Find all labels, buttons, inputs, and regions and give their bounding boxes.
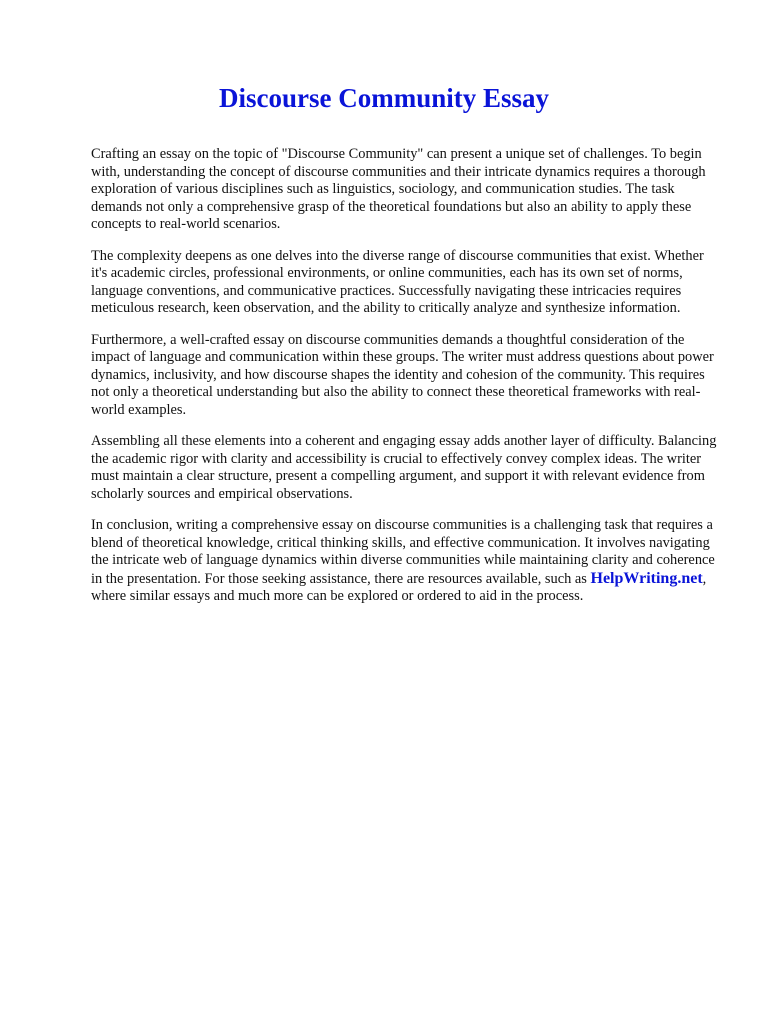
page-title: Discourse Community Essay: [218, 83, 549, 113]
paragraph-1: Crafting an essay on the topic of "Discourse Community" can present a unique set of challenges. To begin with, understanding the concept of discourse communities and their intricate dynamics requires a thorough exploration of various disciplines such as linguistics, sociology, and communication studies. The task demands not only a comprehensive grasp of the theoretical foundations but also an ability to apply these concepts to real-world scenarios.: [91, 146, 706, 233]
paragraph-3: Furthermore, a well-crafted essay on discourse communities demands a thoughtful consideration of the impact of language and communication within these groups. The writer must address questions about power dynamics, inclusivity, and how discourse shapes the identity and cohesion of the community. This requires not only a theoretical understanding but also the ability to connect these theoretical frameworks with real-world examples.: [91, 331, 714, 418]
helpwriting-link[interactable]: HelpWriting.net: [590, 569, 703, 587]
paragraph-conclusion: [91, 517, 721, 606]
paragraph-2: The complexity deepens as one delves into the diverse range of discourse communities that exist. Whether it's academic circles, professional environments, or online communities, each has its own set of norms, language conventions, and communicative practices. Successfully navigating these intricacies requires meticulous research, keen observation, and the ability to critically analyze and synthesize information.: [91, 247, 704, 317]
conclusion-text-after-link: , where similar essays and much more can be explored or ordered to aid in the process.: [91, 570, 707, 605]
conclusion-text-before-link: In conclusion, writing a comprehensive essay on discourse communities is a challenging task that requires a blend of theoretical knowledge, critical thinking skills, and effective communication. It involves navigating the intricate web of language dynamics within diverse communities while maintaining clarity and coherence in the presentation. For those seeking assistance, there are resources available, such as: [91, 517, 715, 587]
paragraph-4: Assembling all these elements into a coherent and engaging essay adds another layer of difficulty. Balancing the academic rigor with clarity and accessibility is crucial to effectively convey complex ideas. The writer must maintain a clear structure, present a compelling argument, and support it with relevant evidence from scholarly sources and empirical observations.: [91, 433, 717, 502]
essay-body: [91, 146, 721, 620]
